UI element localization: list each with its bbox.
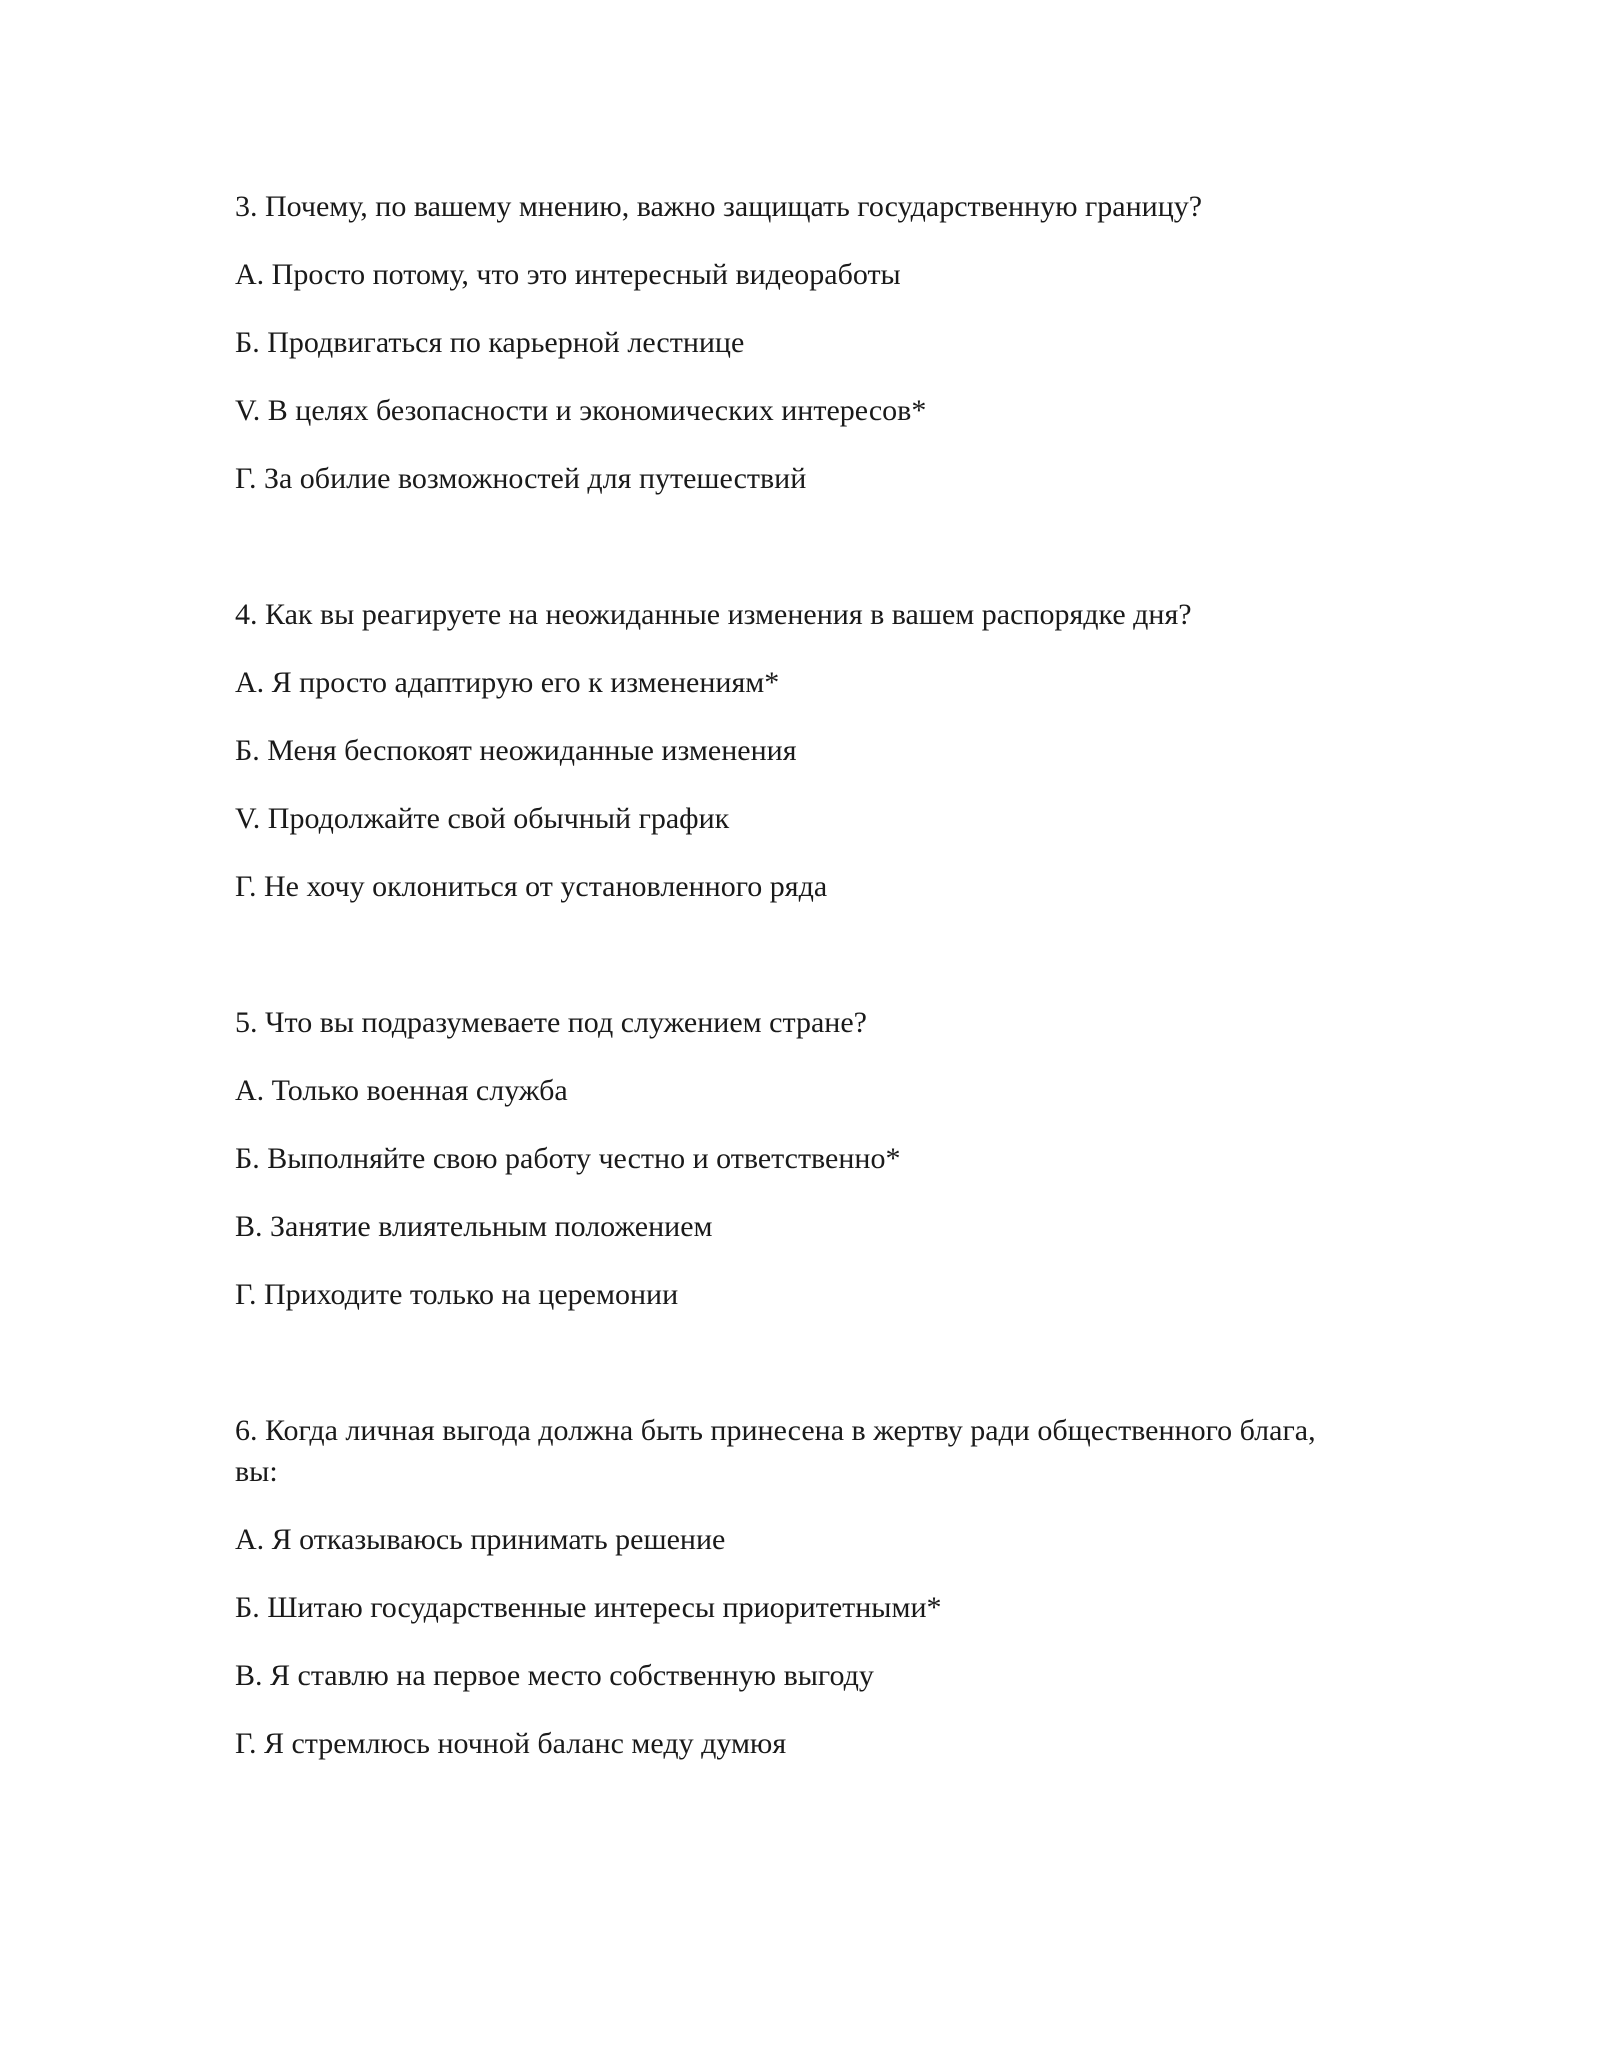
question-5 [235, 1002, 1365, 1315]
answer-option: V. В целях безопасности и экономических интересов* [235, 394, 927, 427]
question-spacer [235, 1342, 1365, 1410]
answer-option: V. Продолжайте свой обычный график [235, 802, 730, 835]
answer-option: Г. Приходите только на церемонии [235, 1278, 679, 1311]
question-text: 5. Что вы подразумеваете под служением стране? [235, 1006, 867, 1039]
question-spacer [235, 934, 1365, 1002]
answer-option: Б. Меня беспокоят неожиданные изменения [235, 734, 797, 767]
answer-option: Б. Продвигаться по карьерной лестнице [235, 326, 745, 359]
answer-option: Г. Я стремлюсь ночной баланс меду думюя [235, 1727, 787, 1760]
answer-option: Б. Выполняйте свою работу честно и ответственно* [235, 1142, 901, 1175]
answer-option: А. Только военная служба [235, 1074, 568, 1107]
answer-option: В. Я ставлю на первое место собственную выгоду [235, 1659, 874, 1692]
question-3 [235, 186, 1365, 499]
questionnaire [235, 186, 1365, 1791]
answer-option: Б. Шитаю государственные интересы приоритетными* [235, 1591, 942, 1624]
question-text: 4. Как вы реагируете на неожиданные изменения в вашем распорядке дня? [235, 598, 1192, 631]
answer-option: В. Занятие влиятельным положением [235, 1210, 713, 1243]
answer-option: Г. Не хочу оклониться от установленного ряда [235, 870, 828, 903]
question-text: 6. Когда личная выгода должна быть принесена в жертву ради общественного блага, вы: [235, 1414, 1316, 1488]
question-4 [235, 594, 1365, 907]
question-spacer [235, 526, 1365, 594]
answer-option: Г. За обилие возможностей для путешествий [235, 462, 807, 495]
answer-option: А. Просто потому, что это интересный видеоработы [235, 258, 901, 291]
question-text: 3. Почему, по вашему мнению, важно защищать государственную границу? [235, 190, 1203, 223]
question-6 [235, 1410, 1365, 1764]
answer-option: А. Я просто адаптирую его к изменениям* [235, 666, 780, 699]
answer-option: А. Я отказываюсь принимать решение [235, 1523, 726, 1556]
